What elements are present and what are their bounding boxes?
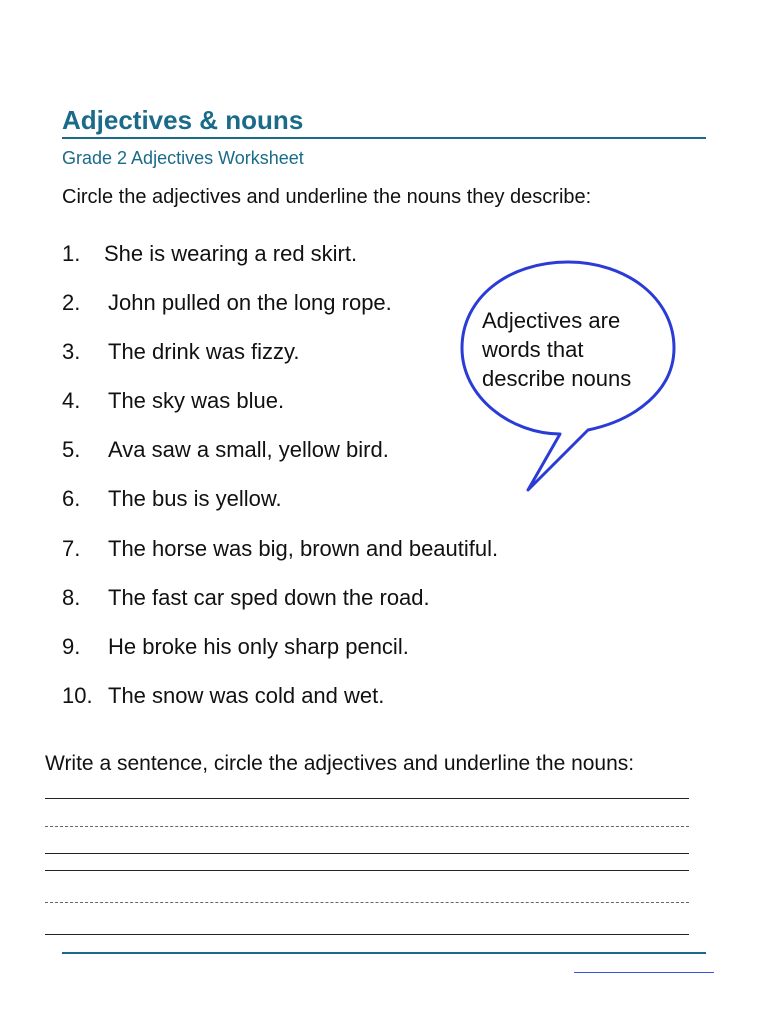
item-number: 2.: [62, 290, 81, 316]
list-item: [62, 682, 498, 731]
bubble-line: Adjectives are: [482, 308, 621, 333]
list-item: [62, 485, 498, 534]
list-item: [62, 289, 498, 338]
writing-line-dashed: [45, 826, 689, 827]
item-sentence: She is wearing a red skirt.: [104, 241, 358, 266]
item-sentence: John pulled on the long rope.: [108, 290, 392, 316]
writing-line-solid[interactable]: [45, 853, 689, 854]
bubble-line: describe nouns: [482, 366, 632, 391]
writing-prompt: Write a sentence, circle the adjectives and underline the nouns:: [45, 752, 635, 775]
worksheet-title: Adjectives & nouns: [62, 105, 304, 135]
list-item: [62, 240, 498, 289]
list-item: [62, 633, 498, 682]
item-number: 6.: [62, 486, 81, 512]
item-number: 5.: [62, 437, 81, 463]
item-sentence: The sky was blue.: [108, 388, 285, 414]
instructions-text: Circle the adjectives and underline the nouns they describe:: [62, 186, 592, 208]
item-number: 4.: [62, 388, 81, 414]
item-sentence: The drink was fizzy.: [108, 339, 300, 365]
speech-bubble-text: [482, 306, 672, 393]
item-number: 7.: [62, 535, 81, 561]
footer-link-underline[interactable]: [574, 972, 714, 973]
item-sentence: The bus is yellow.: [108, 486, 282, 512]
item-number: 8.: [62, 584, 81, 610]
sentence-list: [62, 240, 498, 731]
item-sentence: The snow was cold and wet.: [108, 682, 385, 708]
worksheet-subtitle: Grade 2 Adjectives Worksheet: [62, 148, 304, 168]
writing-line-solid[interactable]: [45, 934, 689, 935]
writing-line-dashed: [45, 902, 689, 903]
list-item: [62, 387, 498, 436]
item-sentence: He broke his only sharp pencil.: [108, 633, 409, 659]
footer-divider: [62, 952, 706, 954]
item-sentence: The fast car sped down the road.: [108, 584, 430, 610]
item-sentence: Ava saw a small, yellow bird.: [108, 437, 389, 463]
list-item: [62, 584, 498, 633]
list-item: [62, 338, 498, 387]
title-divider: [62, 137, 706, 139]
list-item: [62, 535, 498, 584]
item-sentence: The horse was big, brown and beautiful.: [108, 535, 499, 561]
item-number: 1.: [62, 241, 81, 266]
bubble-line: words that: [482, 337, 584, 362]
writing-line-solid[interactable]: [45, 870, 689, 871]
item-number: 3.: [62, 339, 81, 365]
item-number: 9.: [62, 633, 81, 659]
writing-line-solid[interactable]: [45, 798, 689, 799]
list-item: [62, 436, 498, 485]
item-number: 10.: [62, 682, 93, 708]
